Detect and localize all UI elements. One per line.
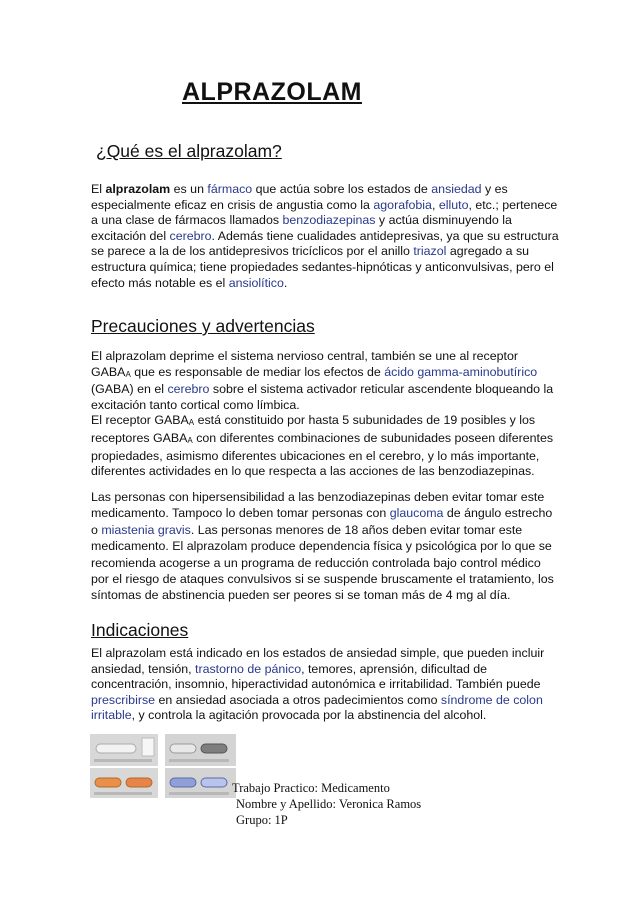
pill-orange-2 <box>126 778 152 787</box>
link-agorafobia[interactable]: agorafobia <box>373 197 432 212</box>
footer-line-1: Trabajo Practico: Medicamento <box>232 781 390 795</box>
link-farmaco[interactable]: fármaco <box>207 182 253 196</box>
link-triazol[interactable]: triazol <box>413 244 447 259</box>
link-cerebro[interactable]: cerebro <box>169 228 212 243</box>
link-trastorno-panico[interactable]: trastorno de pánico <box>195 661 302 676</box>
indicaciones-heading: Indicaciones <box>91 620 189 640</box>
precauciones-paragraph-1: El alprazolam deprime el sistema nervioso central, también se une al receptor $GABA_A$ que es responsable de mediar los efectos de ácido gamma-aminobutírico (GABA) en el cerebro sobre el sistema activador reticular ascendente bloqueando la excitación tanto cortical como límbica. <box>91 349 554 412</box>
pill-grey-2 <box>201 744 227 753</box>
link-colon-irritable[interactable]: síndrome de colon irritable <box>91 692 543 723</box>
precauciones-heading: Precauciones y advertencias <box>91 316 315 336</box>
precauciones-section <box>91 349 561 480</box>
link-prescribirse[interactable]: prescribirse <box>91 692 156 707</box>
intro-paragraph: El alprazolam es un fármaco que actúa sobre los estados de ansiedad y es especialmente eficaz en crisis de angustia como la agorafobia, elluto, etc.; pertenece a una clase de fármacos llamados benzodiazepinas y actúa disminuyendo la excitación del cerebro. Además tiene cualidades antidepresivas, ya que su estructura se parece a la de los antidepresivos tricíclicos por el anillo triazol agregado a su estructura química; tiene propiedades sedantes-hipnóticas y anticonvulsivas, pero el efecto más notable es el ansiolítico. <box>91 182 559 290</box>
link-benzodiazepinas[interactable]: benzodiazepinas <box>282 213 376 228</box>
footer-line-2: Nombre y Apellido: Veronica Ramos <box>236 797 422 811</box>
pill-white <box>96 744 136 753</box>
footer-info <box>232 780 421 828</box>
precauciones-paragraph-2: El receptor $GABA_A$ está constituido por hasta 5 subunidades de 19 posibles y los receptores $GABA_A$ con diferentes combinaciones de subunidades poseen diferentes propiedades, asimismo diferentes ubicaciones en el cerebro, y lo más importante, diferentes actividades en lo que respecta a las acciones de las benzodiazepinas. <box>91 413 554 479</box>
pill-blue-2 <box>201 778 227 787</box>
indicaciones-paragraph: El alprazolam está indicado en los estados de ansiedad simple, que pueden incluir ansiedad, tensión, trastorno de pánico, temores, aprensión, dificultad de concentración, insomnio, hiperactividad autonómica e irritabilidad. También puede prescribirse en ansiedad asociada a otros padecimientos como síndrome de colon irritable, y controla la agitación provocada por la abstinencia del alcohol. <box>91 646 545 723</box>
link-acido-gaba[interactable]: ácido gamma-aminobutírico <box>384 364 538 379</box>
pill-blue-1 <box>170 778 196 787</box>
link-elluto[interactable]: elluto <box>438 197 469 212</box>
pill-orange-1 <box>95 778 121 787</box>
precauciones-paragraph-3: Las personas con hipersensibilidad a las benzodiazepinas deben evitar tomar este medicamento. Tampoco lo deben tomar personas con glaucoma de ángulo estrecho o miastenia gravis. Las personas menores de 18 años deben evitar tomar este medicamento. El alprazolam produce dependencia física y psicológica por lo que se recomienda acogerse a un programa de reducción controlada bajo control médico por el riesgo de ataques convulsivos si se suspende bruscamente el tratamiento, los síntomas de abstinencia pueden ser peores si se toman más de 4 mg al día. <box>91 490 554 603</box>
link-miastenia-gravis[interactable]: miastenia gravis <box>101 522 191 537</box>
footer-line-3: Grupo: 1P <box>236 813 288 827</box>
link-cerebro-2[interactable]: cerebro <box>167 382 210 397</box>
link-ansiolitico[interactable]: ansiolítico <box>228 275 284 290</box>
question-heading: ¿Qué es el alprazolam? <box>96 141 282 161</box>
document-title: ALPRAZOLAM <box>182 78 362 106</box>
link-ansiedad[interactable]: ansiedad <box>431 182 482 196</box>
pill-grey-1 <box>170 744 196 753</box>
link-glaucoma[interactable]: glaucoma <box>389 506 444 521</box>
pill-photos <box>90 734 236 798</box>
